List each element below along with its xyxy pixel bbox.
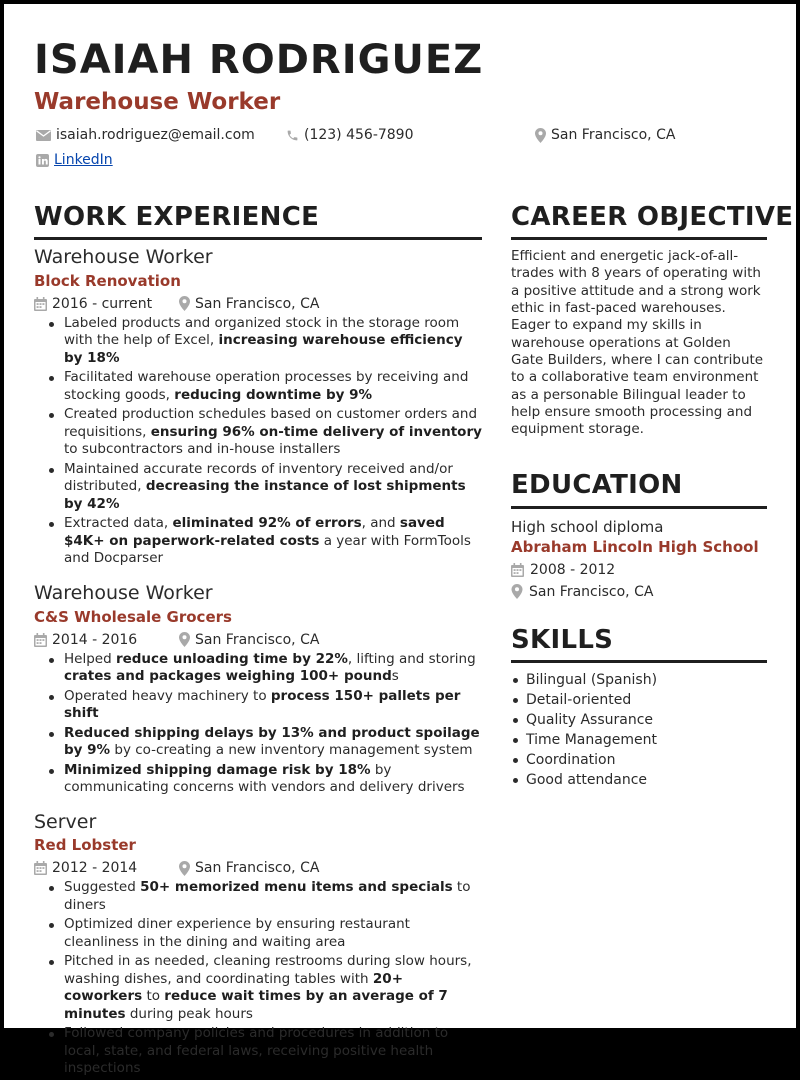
bullet-highlight: 20+ coworkers [64, 970, 404, 1005]
job-bullet [34, 953, 482, 1023]
skills-list [511, 670, 767, 790]
job-dates-text: 2016 - current [52, 295, 153, 312]
calendar-icon [34, 633, 47, 647]
calendar-icon [34, 297, 47, 311]
job-bullets [34, 879, 482, 1078]
resume-page [4, 4, 796, 1077]
phone-icon [286, 129, 299, 142]
bullet-text: Pitched in as needed, cleaning restrooms during slow hours, washing dishes, and coordinating tables with [64, 953, 472, 987]
job-location-text: San Francisco, CA [195, 295, 320, 312]
skill-item: Good attendance [511, 770, 767, 790]
location-pin-icon [179, 861, 190, 876]
job-bullet [34, 725, 482, 760]
skills-heading: SKILLS [511, 625, 767, 663]
skill-item: Bilingual (Spanish) [511, 670, 767, 690]
bullet-text: to diners [64, 879, 471, 913]
job-location-text: San Francisco, CA [195, 860, 320, 877]
education-dates [511, 559, 767, 581]
envelope-icon [36, 130, 51, 141]
job-list [34, 246, 482, 1078]
job-bullet [34, 762, 482, 797]
objective-text: Efficient and energetic jack-of-all-trades with 8 years of operating with a positive attitude and a strong work ethic in fast-paced warehouses. Eager to expand my skills in warehouse operations at Golden Gate Builders, where I can contribute to a collaborative team environment as a personable Bilingual leader to help ensure smooth processing and equipment storage. [511, 248, 764, 438]
job-location [179, 860, 319, 876]
job-meta [34, 630, 482, 650]
education-location-text: San Francisco, CA [529, 583, 654, 600]
bullet-text: Labeled products and organized stock in the storage room with the help of Excel, [64, 314, 460, 349]
bullet-highlight: reduce unloading time by 22% [115, 650, 348, 667]
bullet-highlight: ensuring 96% on-time delivery of inventory [150, 423, 482, 440]
linkedin-icon [36, 154, 49, 167]
bullet-highlight: decreasing the instance of lost shipments by 42% [64, 478, 466, 512]
work-experience-heading: WORK EXPERIENCE [34, 202, 482, 240]
job-dates-text: 2012 - 2014 [52, 860, 138, 877]
job-bullet [34, 406, 482, 459]
bullet-text: Optimized diner experience by ensuring restaurant cleanliness in the dining and waiting area [64, 916, 410, 950]
location-pin-icon [179, 296, 190, 311]
bullet-highlight: eliminated 92% of errors [172, 515, 362, 532]
job-bullets [34, 315, 482, 568]
job-dates [34, 860, 179, 876]
skill-item: Quality Assurance [511, 710, 767, 730]
bullet-highlight: Reduced shipping delays by 13% and product spoilage by 9% [64, 724, 480, 759]
bullet-text: by co-creating a new inventory management system [110, 742, 473, 759]
job-dates-text: 2014 - 2016 [52, 631, 138, 648]
job-meta [34, 858, 482, 878]
location-pin-icon [511, 584, 523, 599]
job-bullet [34, 369, 482, 404]
bullet-text: Extracted data, [64, 515, 173, 532]
bullet-text: Suggested [64, 879, 141, 896]
job-entry [34, 811, 482, 1078]
bullet-highlight: 50+ memorized menu items and specials [140, 879, 453, 896]
contact-location [535, 127, 675, 143]
bullet-text: Facilitated warehouse operation processes by receiving and stocking goods, [64, 369, 469, 403]
bullet-text: during peak hours [125, 1005, 253, 1022]
bullet-text: Operated heavy machinery to [64, 687, 271, 704]
bullet-text: s [391, 668, 399, 685]
job-entry [34, 582, 482, 797]
job-dates [34, 632, 179, 648]
job-meta [34, 294, 482, 314]
job-bullet [34, 515, 482, 568]
bullet-highlight: saved $4K+ on paperwork-related costs [64, 515, 445, 549]
bullet-highlight: process 150+ pallets per shift [64, 687, 461, 722]
calendar-icon [34, 861, 47, 875]
contact-email [36, 127, 255, 143]
phone-text: (123) 456-7890 [304, 127, 414, 143]
bullet-text: by communicating concerns with vendors and delivery drivers [64, 761, 465, 796]
bullet-text: Followed company policies and procedures in addition to local, state, and federal laws, receiving positive health inspections [64, 1025, 449, 1077]
job-location [179, 632, 319, 648]
school-name: Abraham Lincoln High School [511, 537, 759, 556]
job-title: Warehouse Worker [34, 246, 213, 269]
bullet-highlight: crates and packages weighing 100+ pound [64, 668, 392, 685]
job-bullet [34, 879, 482, 914]
job-title: Server [34, 810, 97, 833]
location-pin-icon [179, 632, 190, 647]
location-pin-icon [535, 128, 546, 143]
calendar-icon [511, 563, 524, 577]
job-bullet [34, 651, 482, 686]
bullet-text: to [142, 988, 165, 1005]
job-location-text: San Francisco, CA [195, 631, 320, 648]
skills-section [511, 625, 767, 790]
job-bullet [34, 688, 482, 723]
company-name: C&S Wholesale Grocers [34, 607, 232, 626]
career-objective-heading: CAREER OBJECTIVE [511, 202, 767, 240]
bullet-text: Maintained accurate records of inventory received and/or distributed, [64, 460, 453, 495]
bullet-text: Helped [64, 650, 116, 667]
job-bullet [34, 461, 482, 514]
job-bullet [34, 1025, 482, 1078]
bullet-text: a year with FormTools and Docparser [64, 532, 471, 567]
bullet-text: Created production schedules based on customer orders and requisitions, [64, 406, 478, 440]
candidate-role: Warehouse Worker [34, 89, 281, 115]
candidate-name: ISAIAH RODRIGUEZ [34, 37, 484, 83]
education-dates-text: 2008 - 2012 [530, 561, 616, 578]
company-name: Block Renovation [34, 271, 181, 290]
location-text: San Francisco, CA [551, 127, 676, 143]
company-name: Red Lobster [34, 836, 136, 855]
education-heading: EDUCATION [511, 470, 767, 508]
job-bullets [34, 651, 482, 797]
job-bullet [34, 315, 482, 368]
education-location [511, 581, 767, 603]
job-entry [34, 246, 482, 568]
bullet-text: , lifting and storing [347, 650, 476, 667]
job-bullet [34, 916, 482, 951]
skill-item: Coordination [511, 750, 767, 770]
job-title: Warehouse Worker [34, 581, 213, 604]
job-dates [34, 296, 179, 312]
bullet-highlight: reducing downtime by 9% [174, 386, 373, 403]
bullet-text: , and [361, 515, 400, 532]
contact-phone [286, 127, 414, 143]
job-location [179, 296, 319, 312]
bullet-highlight: increasing warehouse efficiency by 18% [64, 332, 463, 366]
education-section [511, 470, 767, 602]
degree: High school diploma [511, 517, 664, 536]
skill-item: Detail-oriented [511, 690, 767, 710]
email-text: isaiah.rodriguez@email.com [56, 127, 255, 143]
left-column [34, 202, 482, 1080]
linkedin-link[interactable]: LinkedIn [54, 152, 113, 168]
right-column [511, 202, 794, 790]
skill-item: Time Management [511, 730, 767, 750]
bullet-highlight: Minimized shipping damage risk by 18% [64, 761, 371, 778]
contact-linkedin [36, 152, 113, 168]
bullet-text: to subcontractors and in-house installers [64, 441, 341, 458]
bullet-highlight: reduce wait times by an average of 7 minutes [64, 988, 448, 1022]
